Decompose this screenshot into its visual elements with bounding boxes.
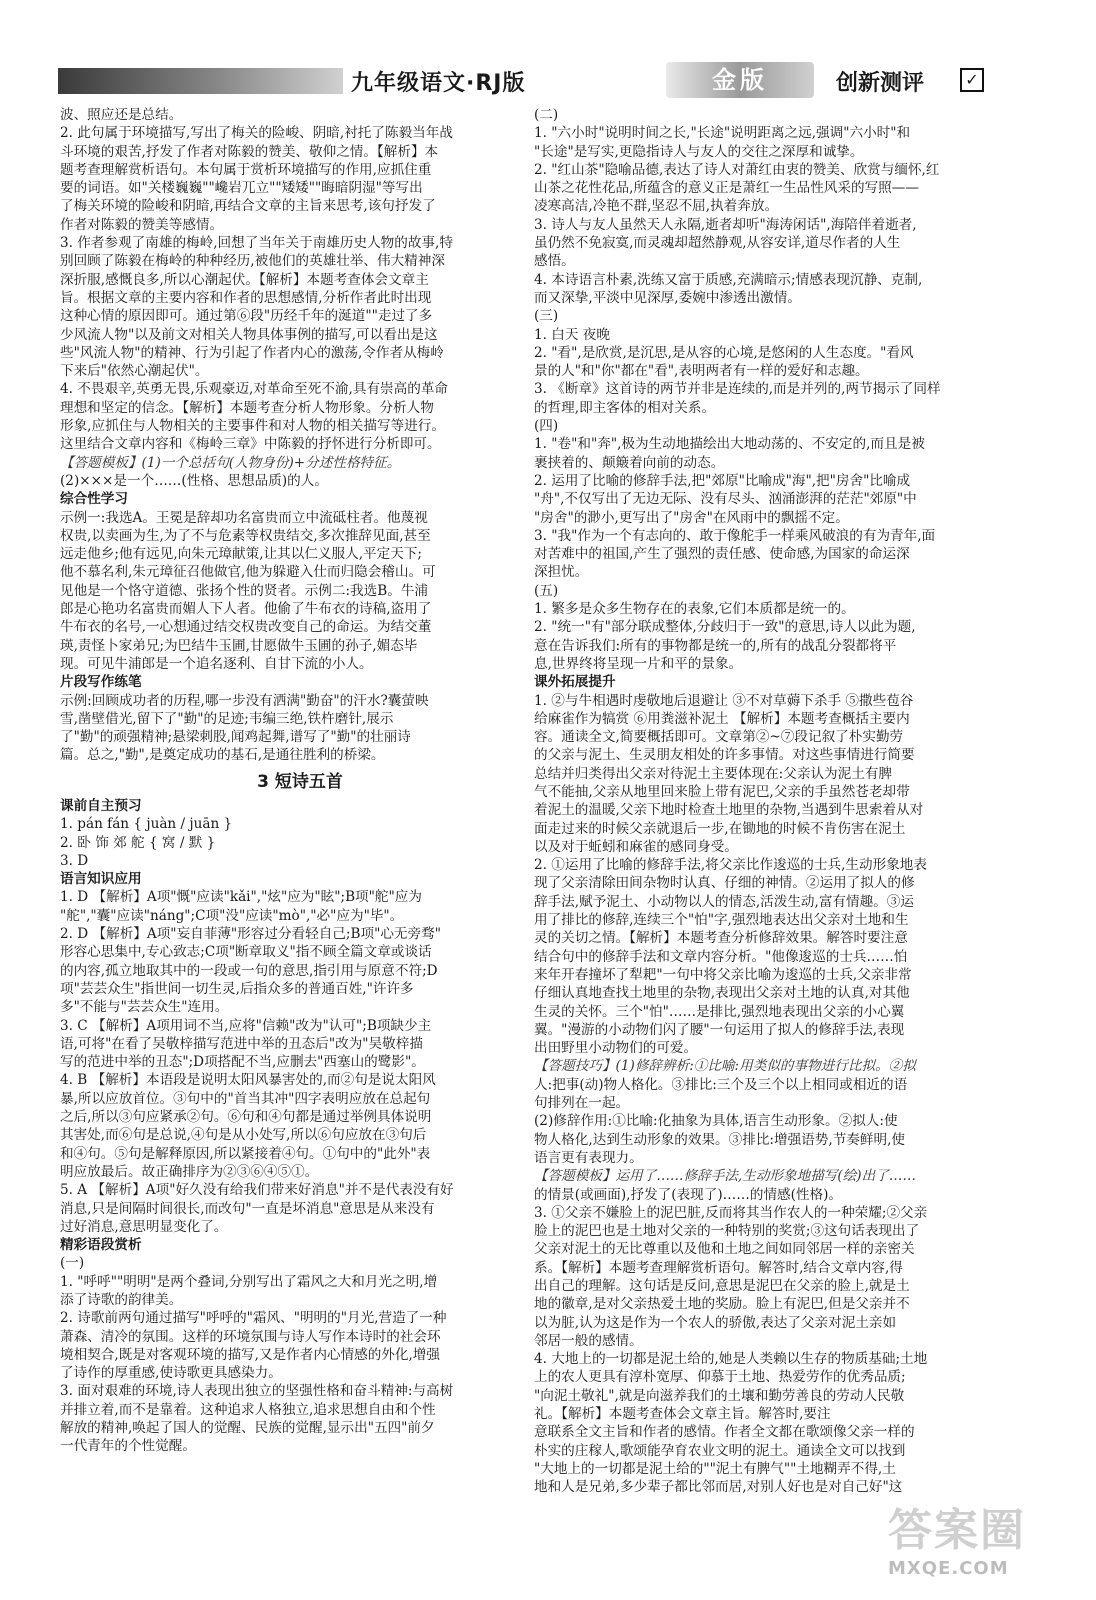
answer-line: 4. 大地上的一切都是泥土给的,她是人类赖以生存的物质基础;土地 xyxy=(534,1351,928,1368)
answer-line: (四) xyxy=(534,418,559,435)
watermark-logo xyxy=(888,1504,1068,1584)
answer-line: 灵的关切之情。【解析】本题考查分析修辞效果。解答时要注意 xyxy=(534,930,908,947)
answer-line: 来年开春撞坏了犁耙"一句中将父亲比喻为逡巡的士兵,父亲非常 xyxy=(534,966,912,983)
answer-line: 以为脏,认为这是作为一个农人的骄傲,表达了父亲对泥土亲如 xyxy=(534,1314,897,1331)
answer-line: 景的人"和"你"都在"看",表明两者有一样的爱好和志趣。 xyxy=(534,363,869,380)
answer-line: 斗环境的艰苦,抒发了作者对陈毅的赞美、敬仰之情。【解析】本 xyxy=(60,143,439,160)
answer-line: "房舍"的渺小,更写出了"房舍"在风雨中的飘摇不定。 xyxy=(534,509,849,526)
answer-line: 波、照应还是总结。 xyxy=(60,107,183,123)
watermark-url: MXQE.COM xyxy=(888,1558,1009,1579)
answer-line: 权贵,以卖画为生,为了不与危素等权贵结交,多次推辞见面,甚至 xyxy=(60,527,431,544)
answer-line: 作者对陈毅的赞美等感情。 xyxy=(60,216,224,233)
answer-line: 示例一:我选A。王冕是辞却功名富贵而立中流砥柱者。他蔑视 xyxy=(60,509,428,526)
answer-line: 这种心情的原因即可。通过第⑥段"历经千年的涎道""走过了多 xyxy=(60,308,433,325)
answer-line: 脸上的泥巴也是土地对父亲的一种特别的奖赏;③这句话表现出了 xyxy=(534,1223,920,1240)
answer-line: 的内容,孤立地取其中的一段或一句的意思,指引用与原意不符;D xyxy=(60,962,438,979)
answer-line: 给麻雀作为犒赏 ⑥用粪滋补泥土 【解析】本题考查概括主要内 xyxy=(534,710,910,727)
answer-line: 的情景(或画面),抒发了(表现了)……的情感(性格)。 xyxy=(534,1186,843,1203)
answer-line: 2. 卧 饰 郊 舵 { 窝 / 默 } xyxy=(60,834,216,851)
answer-line: 形容心思集中,专心致志;C项"断章取义"指不顾全篇文章或谈话 xyxy=(60,944,432,961)
answer-line: 结合句中的修辞手法和文章内容分析。"他像逡巡的士兵……怕 xyxy=(534,948,908,965)
answer-line: 见他是一个恪守道德、张扬个性的贤者。示例二:我选B。牛浦 xyxy=(60,582,429,599)
answer-line: 2. 运用了比喻的修辞手法,把"郊原"比喻成"海",把"房舍"比喻成 xyxy=(534,472,911,489)
answer-line: 3. D xyxy=(60,852,89,869)
answer-line: 对苦难中的祖国,产生了强烈的责任感、使命感,为国家的命运深 xyxy=(534,546,910,563)
answer-line: 句排列在一起。 xyxy=(534,1095,630,1112)
answer-line: 5. A 【解析】A项"好久没有给我们带来好消息"并不是代表没有好 xyxy=(60,1182,454,1199)
answer-line: 少风流人物"以及前文对相关人物具体事例的描写,可以看出是这 xyxy=(60,326,438,343)
answer-line: 3. "我"作为一个有志向的、敢于像舵手一样乘风破浪的有为青年,面 xyxy=(534,527,936,544)
answer-line: 2. "统一"有"部分联成整体,分歧归于一致"的意思,诗人以此为题, xyxy=(534,619,916,636)
answer-line: 3. 诗人与友人虽然天人永隔,逝者却听"海涛闲话",海陪伴着逝者, xyxy=(534,216,917,233)
answer-line: 礼。【解析】本题考查体会文章主旨。解答时,要注 xyxy=(534,1406,831,1423)
answer-line: 邻居一般的感情。 xyxy=(534,1332,643,1349)
answer-line: 生灵的关怀。三个"怕"……是排比,强烈地表现出父亲的小心翼 xyxy=(534,1003,905,1020)
answer-line: 一代青年的个性觉醒。 xyxy=(60,1438,196,1455)
answer-line: 出田野里小动物们的可爱。 xyxy=(534,1040,698,1057)
answer-line: 以及对于蚯蚓和麻雀的感同身受。 xyxy=(534,838,738,855)
answer-line: 3. 作者参观了南雄的梅岭,回想了当年关于南雄历史人物的故事,特 xyxy=(60,235,453,252)
answer-line: 意联系全文主旨和作者的感情。作者全文都在歌颂像父亲一样的 xyxy=(534,1424,915,1441)
answer-line: 1. ②与牛相遇时虔敬地后退避让 ③不对草薅下杀手 ⑤撒些苞谷 xyxy=(534,692,914,709)
answer-line: "向泥土敬礼",就是向滋养我们的土壤和勤劳善良的劳动人民敬 xyxy=(534,1387,905,1404)
answer-line: 添了诗歌的韵律美。 xyxy=(60,1292,183,1308)
answer-line: 3. C 【解析】A项用词不当,应将"信赖"改为"认可";B项缺少主 xyxy=(60,1017,432,1034)
answer-line: 而又深挚,平淡中见深厚,委婉中渗透出激情。 xyxy=(534,289,801,306)
answer-line: 并排立着,而不是靠着。这种追求人格独立,追求思想自由和个性 xyxy=(60,1401,436,1418)
answer-line: "长途"是写实,更隐指诗人与友人的交往之深厚和诚挚。 xyxy=(534,143,864,160)
answer-line: 的哲理,即主客体的相对关系。 xyxy=(534,399,716,416)
section-heading: 课前自主预习 xyxy=(60,797,142,814)
answer-line: 别回顾了陈毅在梅岭的种种经历,被他们的英雄壮举、伟大精神深 xyxy=(60,253,445,270)
answer-line: 裹挟着的、颠簸着向前的动态。 xyxy=(534,454,725,471)
answer-line: 示例:回顾成功者的历程,哪一步没有洒满"勤奋"的汗水?囊萤映 xyxy=(60,692,429,709)
answer-line: 境相契合,既是对客观环境的描写,又是作者内心情感的外化,增强 xyxy=(60,1346,440,1363)
section-heading: 精彩语段赏析 xyxy=(60,1237,142,1254)
answer-line: 现。可见牛浦郎是一个追名逐利、自甘下流的小人。 xyxy=(60,655,373,672)
answer-line: 和④句。⑤句是解释原因,所以紧接着④句。①句中的"此外"表 xyxy=(60,1145,431,1162)
watermark-stamp: 答案圈 xyxy=(888,1505,1026,1556)
answer-line: 物人格化,达到生动形象的效果。③排比:增强语势,节奏鲜明,使 xyxy=(534,1131,905,1148)
answer-line: 暴,所以应放首位。③句中的"首当其冲"四字表明应放在总起句 xyxy=(60,1090,431,1107)
answer-line: 出自己的理解。这句话是反问,意思是泥巴在父亲的脸上,就是土 xyxy=(534,1278,910,1294)
page-header xyxy=(58,62,986,104)
answer-line: 系。【解析】本题考查理解赏析语句。解答时,结合文章内容,得 xyxy=(534,1259,903,1276)
right-answer-block xyxy=(534,106,1014,1497)
answer-line: 现了父亲清除田间杂物时认真、仔细的神情。②运用了拟人的修 xyxy=(534,875,915,892)
answer-line: 下来后"依然心潮起伏"。 xyxy=(60,363,209,380)
answer-line: 牛布衣的名号,一心想通过结交权贵改变自己的命运。为结交董 xyxy=(60,619,432,636)
answer-line: 山茶之花性花品,所蕴含的意义正是萧红一生品性风采的写照—— xyxy=(534,180,919,197)
answer-line: 了"勤"的顽强精神;悬梁刺股,闻鸡起舞,谱写了"勤"的壮丽诗 xyxy=(60,729,411,746)
answer-line: 些"风流人物"的精神、行为引起了作者内心的激荡,令作者从梅岭 xyxy=(60,344,444,361)
answer-line: 面走过来的时候父亲就退后一步,在锄地的时候不肯伤害在泥土 xyxy=(534,820,906,837)
brand-logo: 金版 xyxy=(666,62,814,98)
answer-line: 之后,所以③句应紧承②句。⑥句和④句都是通过举例具体说明 xyxy=(60,1109,432,1126)
answer-line: 雪,凿壁借光,留下了"勤"的足迹;韦编三绝,铁杵磨针,展示 xyxy=(60,710,394,727)
section-heading: 片段写作练笔 xyxy=(60,674,142,691)
answer-line: 旨。根据文章的主要内容和作者的思想感情,分析作者此时出现 xyxy=(60,289,432,306)
answer-line: "大地上的一切都是泥土给的""泥土有脾气""土地糊弄不得,土 xyxy=(534,1460,896,1477)
answer-line: (2)×××是一个……(性格、思想品质)的人。 xyxy=(60,472,328,489)
answer-line: 用了排比的修辞,连续三个"怕"字,强烈地表达出父亲对土地和生 xyxy=(534,912,909,929)
answer-line: (一) xyxy=(60,1255,85,1272)
answer-line: 意在告诉我们:所有的事物都是统一的,所有的战乱分裂都将平 xyxy=(534,637,897,654)
answer-line: 瑛,责怪卜家弟兄;为巴结牛玉圃,甘愿做牛玉圃的孙子,媚态毕 xyxy=(60,637,418,654)
answer-line: 形象,应抓住与人物相关的主要事件和对人物的相关描写等进行。 xyxy=(60,418,445,435)
answer-line: 【答题模板】运用了……修辞手法,生动形象地描写(绘)出了…… xyxy=(534,1168,916,1185)
answer-line: 【答题模板】(1)一个总括句(人物身份)+分述性格特征。 xyxy=(60,454,401,471)
left-column xyxy=(60,106,540,1556)
answer-line: 父亲对泥土的无比尊重以及他和土地之间如同邻居一样的亲密关 xyxy=(534,1241,915,1258)
left-answer-block xyxy=(60,106,540,765)
answer-line: 萧森、清冷的氛围。这样的环境氛围与诗人写作本诗时的社会环 xyxy=(60,1328,441,1345)
answer-line: 4. 不畏艰辛,英勇无畏,乐观豪迈,对革命至死不渝,具有崇高的革命 xyxy=(60,381,449,398)
answer-line: 写的范进中举的丑态";D项搭配不当,应删去"西塞山的鹭影"。 xyxy=(60,1054,425,1071)
answer-line: 着泥土的温暖,父亲下地时检查土地里的杂物,当遇到牛思索着从对 xyxy=(534,802,924,819)
answer-line: 深担忧。 xyxy=(534,564,589,581)
answer-line: 题考查理解赏析语句。本句属于赏析环境描写的作用,应抓住重 xyxy=(60,161,432,178)
answer-line: 的父亲与泥土、生灵朋友相处的许多事情。对这些事情进行简要 xyxy=(534,747,915,764)
answer-line: 篇。总之,"勤",是奠定成功的基石,是通往胜利的桥梁。 xyxy=(60,747,385,764)
answer-line: 语,可将"在看了吴敬梓描写范进中举的丑态后"改为"吴敬梓描 xyxy=(60,1035,423,1052)
answer-line: (五) xyxy=(534,582,559,599)
answer-line: 【答题技巧】(1)修辞辨析:①比喻:用类似的事物进行比拟。②拟 xyxy=(534,1058,916,1075)
right-column xyxy=(534,106,1014,1556)
answer-line: 语言更有表现力。 xyxy=(534,1149,643,1166)
answer-line: 解放的精神,唤起了国人的觉醒、民族的觉醒,显示出"五四"前夕 xyxy=(60,1420,435,1437)
answer-line: 深折服,感慨良多,所以心潮起伏。【解析】本题考查体会文章主 xyxy=(60,271,429,288)
answer-line: 消息,只是间隔时间很长,而改句"一直是坏消息"意思是从来没有 xyxy=(60,1200,435,1217)
answer-line: 项"芸芸众生"指世间一切生灵,后指众多的普通百姓,"许许多 xyxy=(60,980,414,997)
answer-line: 地的徽章,是对父亲热爱土地的奖励。脸上有泥巴,但是父亲并不 xyxy=(534,1296,910,1313)
answer-line: 远走他乡;他有远见,向朱元璋献策,让其以仁义服人,平定天下; xyxy=(60,546,422,563)
pen-check-icon: ✓ xyxy=(960,68,984,92)
answer-line: 3. 面对艰难的环境,诗人表现出独立的坚强性格和奋斗精神:与高树 xyxy=(60,1383,454,1400)
answer-line: 多"不能与"芸芸众生"连用。 xyxy=(60,999,229,1016)
answer-line: 仔细认真地查找土地里的杂物,表现出父亲对土地的认真,对其他 xyxy=(534,985,910,1002)
answer-line: 3. ①父亲不嫌脸上的泥巴脏,反而将其当作农人的一种荣耀;②父亲 xyxy=(534,1204,928,1221)
section-heading: 综合性学习 xyxy=(60,491,128,508)
answer-line: 气不能抽,父亲从地里回来脸上带有泥巴,父亲的手虽然苍老却带 xyxy=(534,783,910,800)
answer-line: 这里结合文章内容和《梅岭三章》中陈毅的抒怀进行分析即可。 xyxy=(60,436,441,453)
answer-line: 人:把事(动)物人格化。③排比:三个及三个以上相同或相近的语 xyxy=(534,1076,908,1093)
answer-line: (三) xyxy=(534,308,559,325)
answer-line: 息,世界终将呈现一片和平的景象。 xyxy=(534,655,743,672)
answer-line: 翼。"漫游的小动物们闪了腰"一句运用了拟人的修辞手法,表现 xyxy=(534,1021,905,1038)
answer-line: 地和人是兄弟,多少辈子都比邻而居,对别人好也是对自己好"这 xyxy=(534,1479,903,1496)
answer-line: 他不慕名利,朱元璋征召他做官,他为躲避入仕而归隐会稽山。可 xyxy=(60,564,436,581)
answer-line: 2. "看",是欣赏,是沉思,是从容的心境,是悠闲的人生态度。"看风 xyxy=(534,344,914,361)
section-title: 3 短诗五首 xyxy=(257,771,343,792)
answer-line: 1. pán fán { juàn / juān } xyxy=(60,816,233,833)
answer-line: 了诗作的厚重感,使诗歌更具感染力。 xyxy=(60,1365,282,1382)
book-title: 九年级语文·RJ版 xyxy=(343,66,533,97)
answer-line: 1. 白天 夜晚 xyxy=(534,326,610,343)
answer-line: 过好消息,意思明显变化了。 xyxy=(60,1218,228,1235)
answer-line: 1. "六小时"说明时间之长,"长途"说明距离之远,强调"六小时"和 xyxy=(534,125,911,142)
answer-line: 1. D 【解析】A项"慨"应读"kǎi","炫"应为"眩";B项"舵"应为 xyxy=(60,889,422,906)
answer-line: 4. 本诗语言朴素,洗练又富于质感,充满暗示;情感表现沉静、克制, xyxy=(534,271,923,288)
section-heading: 课外拓展提升 xyxy=(534,674,616,691)
answer-line: 其害处,而⑥句是总说,④句是从小处写,所以⑥句应放在③句后 xyxy=(60,1127,427,1144)
answer-line: 2. 诗歌前两句通过描写"呼呼的"霜风、"明明的"月光,营造了一种 xyxy=(60,1310,447,1327)
section3-answer-block xyxy=(60,797,540,1456)
answer-line: 辞手法,赋予泥土、小动物以人的情态,活泼生动,富有情趣。③运 xyxy=(534,893,914,910)
answer-line: 凌寒高洁,冷艳不群,坚忍不屈,执着奔放。 xyxy=(534,198,779,215)
answer-line: 虽仍然不免寂寞,而灵魂却超然静观,从容安详,道尽作者的人生 xyxy=(534,235,901,252)
answer-line: 2. 此句属于环境描写,写出了梅关的险峻、阴暗,衬托了陈毅当年战 xyxy=(60,125,453,142)
answer-line: 2. D 【解析】A项"妄自菲薄"形容过分看轻自己;B项"心无旁骛" xyxy=(60,926,441,943)
answer-line: 总结并归类得出父亲对待泥土主要体现在:父亲认为泥土有脾 xyxy=(534,765,893,782)
answer-line: 容。通读全文,简要概括即可。文章第②~⑦段记叙了朴实勤劳 xyxy=(534,729,904,746)
answer-line: 了梅关环境的险峻和阴暗,再结合文章的主旨来思考,该句抒发了 xyxy=(60,198,436,215)
answer-line: "舵","囊"应读"náng";C项"没"应读"mò","必"应为"毕"。 xyxy=(60,907,404,924)
answer-line: 4. B 【解析】本语段是说明太阳风暴害处的,而②句是说太阳风 xyxy=(60,1072,436,1089)
section-heading: 语言知识应用 xyxy=(60,871,142,888)
series-title: 创新测评 xyxy=(836,71,925,96)
answer-line: 郎是心艳功名富贵而媚人下人者。他偷了牛布衣的诗稿,盗用了 xyxy=(60,601,432,618)
answer-line: 1. 繁多是众多生物存在的表象,它们本质都是统一的。 xyxy=(534,601,855,618)
answer-line: "舟",不仅写出了无边无际、没有尽头、汹涌澎湃的茫茫"郊原"中 xyxy=(534,491,917,508)
answer-line: (二) xyxy=(534,107,559,123)
answer-line: 2. ①运用了比喻的修辞手法,将父亲比作逡巡的士兵,生动形象地表 xyxy=(534,857,927,874)
header-decor-bar xyxy=(58,68,358,94)
answer-line: 感悟。 xyxy=(534,253,575,270)
answer-line: 1. "呼呼""明明"是两个叠词,分别写出了霜风之大和月光之明,增 xyxy=(60,1273,438,1290)
answer-line: 2. "红山茶"隐喻品德,表达了诗人对萧红由衷的赞美、欣赏与缅怀,红 xyxy=(534,161,940,178)
answer-line: 明应放最后。故正确排序为②③⑥④⑤①。 xyxy=(60,1163,319,1180)
answer-line: 1. "卷"和"奔",极为生动地描绘出大地动荡的、不安定的,而且是被 xyxy=(534,436,925,453)
answer-line: 理想和坚定的信念。【解析】本题考查分析人物形象。分析人物 xyxy=(60,399,434,416)
answer-line: 3. 《断章》这首诗的两节并非是连续的,而是并列的,两节揭示了同样 xyxy=(534,381,941,398)
answer-line: 朴实的庄稼人,歌颂能孕育农业文明的泥土。通读全文可以找到 xyxy=(534,1442,906,1459)
answer-line: 上的农人更具有淳朴宽厚、仰慕于土地、热爱劳作的优秀品质; xyxy=(534,1369,906,1386)
answer-line: 要的词语。如"关楼巍巍""巉岩兀立""矮矮""晦暗阴湿"等写出 xyxy=(60,180,423,197)
answer-line: (2)修辞作用:①比喻:化抽象为具体,语言生动形象。②拟人:使 xyxy=(534,1113,898,1130)
